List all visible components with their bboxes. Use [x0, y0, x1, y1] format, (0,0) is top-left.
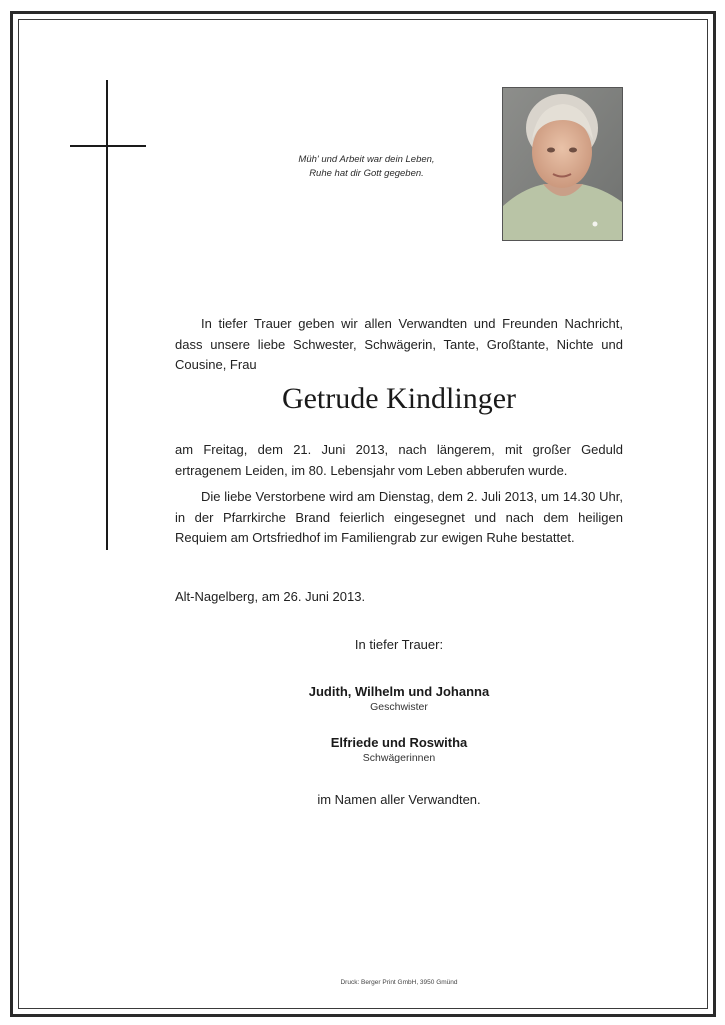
portrait-photo [502, 87, 623, 241]
funeral-notice-paragraph: Die liebe Verstorbene wird am Dienstag, dem 2. Juli 2013, um 14.30 Uhr, in der Pfarrkirche Brand feierlich eingesegnet und nach dem heiligen Requiem am Ortsfriedhof im Familiengrab zur ewigen Ruhe bestattet. [175, 489, 623, 545]
mourner-group-1-relation: Geschwister [370, 701, 428, 713]
motto-line-1: Müh' und Arbeit war dein Leben, [298, 154, 435, 165]
death-notice-paragraph: am Freitag, dem 21. Juni 2013, nach längerem, mit großer Geduld ertragenem Leiden, im 80. Lebensjahr vom Leben abberufen wurde. [175, 442, 623, 478]
mourners-heading: In tiefer Trauer: [354, 637, 444, 652]
motto-line-2: Ruhe hat dir Gott gegeben. [309, 168, 424, 179]
mourner-group-2-names: Elfriede und Roswitha [330, 735, 468, 750]
deceased-name: Getrude Kindlinger [281, 382, 517, 415]
cross-vertical-beam [106, 80, 108, 550]
intro-paragraph: In tiefer Trauer geben wir allen Verwandten und Freunden Nachricht, dass unsere liebe Schwester, Schwägerin, Tante, Großtante, Nichte und Cousine, Frau [175, 316, 623, 372]
mourner-group-1-names: Judith, Wilhelm und Johanna [308, 684, 490, 699]
mourner-group-2-relation: Schwägerinnen [362, 752, 436, 764]
cross-horizontal-beam [70, 145, 146, 147]
closing-line: im Namen aller Verwandten. [317, 792, 481, 807]
motto-verse [260, 153, 473, 181]
place-date-line: Alt-Nagelberg, am 26. Juni 2013. [175, 589, 366, 604]
printer-imprint: Druck: Berger Print GmbH, 3950 Gmünd [340, 979, 458, 986]
